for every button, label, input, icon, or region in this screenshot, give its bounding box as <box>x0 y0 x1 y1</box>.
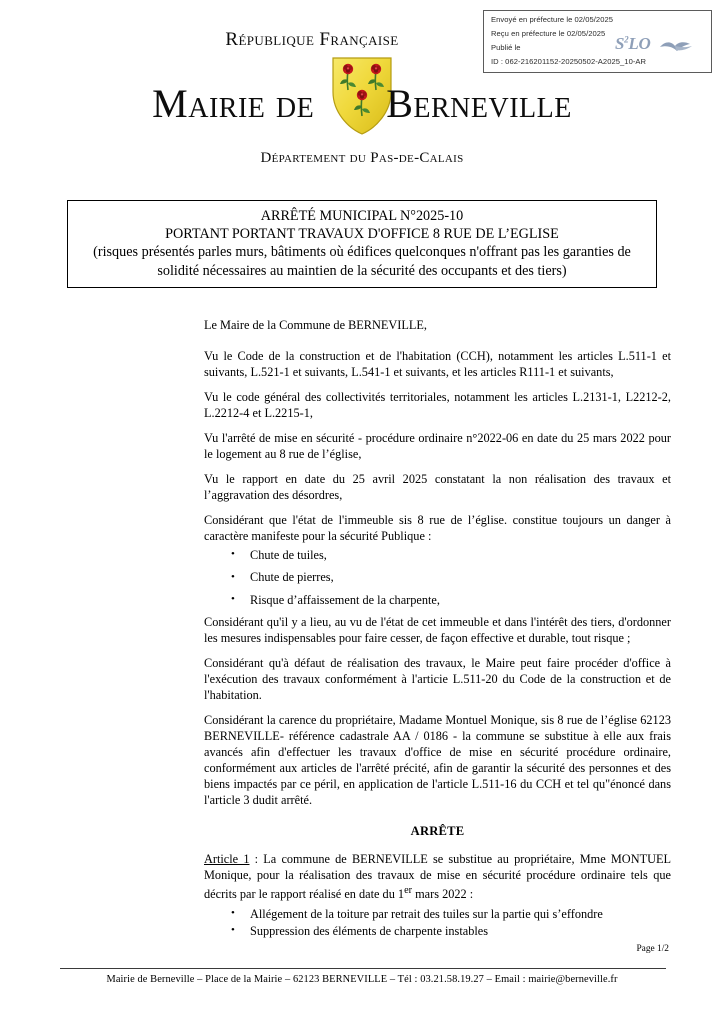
list-item: • Chute de pierres, <box>204 570 671 586</box>
s2lo-logo-s: S <box>615 34 625 53</box>
stamp-id-line: ID : 062-216201152-20250502-A2025_10-AR <box>491 56 647 66</box>
list-item: • Allégement de la toiture par retrait des tuiles sur la partie qui s’effondre <box>204 907 671 923</box>
danger-bullet-list <box>204 548 671 609</box>
page-title <box>0 81 724 126</box>
page-number: Page 1/2 <box>636 944 669 954</box>
departement-heading: Département du Pas-de-Calais <box>260 150 464 166</box>
salutation-paragraph: Le Maire de la Commune de BERNEVILLE, <box>204 318 427 332</box>
arrete-title-line-2: PORTANT PORTANT TRAVAUX D'OFFICE 8 RUE DE L’EGLISE <box>165 226 559 243</box>
list-item: • Chute de tuiles, <box>204 548 671 564</box>
stamp-sent-line: Envoyé en préfecture le 02/05/2025 <box>491 15 614 24</box>
vu-paragraph-3: Vu l'arrêté de mise en sécurité - procédure ordinaire n°2022-06 en date du 25 mars 2022 pour le logement au 8 rue de l’église, <box>204 430 671 461</box>
article-1-paragraph <box>204 852 671 903</box>
commune-name: Berneville <box>386 81 572 126</box>
arrete-title-line-3: (risques présentés parles murs, bâtiments où édifices quelconques n'offrant pas les garanties de solidité nécessaires au maintien de la sécurité des occupants et des tiers) <box>93 244 631 279</box>
considerant-paragraph-2: Considérant qu'il y a lieu, au vu de l'état de cet immeuble et dans l'intérêt des tiers, d'ordonner les mesures indispensables pour faire cesser, de façon effective et durable, tout risque ; <box>204 615 671 646</box>
vu-paragraph-2: Vu le code général des collectivités territoriales, notamment les articles L.2131-1, L2212-2, L.2212-4 et L.2215-1, <box>204 389 671 420</box>
footer-divider <box>60 968 666 969</box>
list-item: • Risque d’affaissement de la charpente, <box>204 593 671 609</box>
list-item: • Suppression des éléments de charpente instables <box>204 924 671 940</box>
footer-contact-line: Mairie de Berneville – Place de la Mairie – 62123 BERNEVILLE – Tél : 03.21.58.19.27 – Email : mairie@berneville.fr <box>106 974 618 985</box>
vu-paragraph-4: Vu le rapport en date du 25 avril 2025 constatant la non réalisation des travaux et l’aggravation des désordres, <box>204 471 671 502</box>
republic-heading: République Française <box>225 29 399 50</box>
considerant-paragraph-1: Considérant que l'état de l'immeuble sis 8 rue de l’église. constitue toujours un danger à caractère manifeste pour la sécurité Publique : <box>204 512 671 543</box>
article-1-text: : La commune de BERNEVILLE se substitue au propriétaire, Mme MONTUEL Monique, pour la réalisation des travaux de mise en sécurité procédure ordinaire tels que décrits par le rapport réalisé en date du 1 <box>204 852 671 902</box>
stamp-received-line: Reçu en préfecture le 02/05/2025 <box>491 28 606 38</box>
article-1-text-end: mars 2022 : <box>412 887 474 902</box>
considerant-paragraph-4: Considérant la carence du propriétaire, Madame Montuel Monique, sis 8 rue de l’église 62123 BERNEVILLE- référence cadastrale AA / 0186 - la commune se substitue à elle aux frais avancés afin d'effectuer les travaux d'office de mise en sécurité procédure ordinaire, conformément aux articles de l'arrêté précité, afin de garantir la sécurité des personnes et des biens impactés par ce péril, en application de l'article L.511-16 du CCH et tel qu"énoncé dans l'article 3 dudit arrêté. <box>204 713 671 808</box>
document-body <box>204 318 671 943</box>
s2lo-logo-exponent: 2 <box>624 34 629 45</box>
article-1-ordinal: er <box>404 885 413 897</box>
arrete-title-box <box>67 200 657 288</box>
arrete-section-heading: ARRÊTE <box>410 824 465 839</box>
mairie-prefix: Mairie de <box>152 81 315 126</box>
s2lo-logo-lo: LO <box>628 34 651 53</box>
work-bullet-list <box>204 907 671 940</box>
considerant-paragraph-3: Considérant qu'à défaut de réalisation des travaux, le Maire peut faire procéder d'office à l'exécution des travaux conformément à l'articie L.511-20 du Code de la construction et de l'habitation. <box>204 656 671 703</box>
arrete-title-line-1: ARRÊTÉ MUNICIPAL N°2025-10 <box>260 208 464 224</box>
vu-paragraph-1: Vu le Code de la construction et de l'habitation (CCH), notamment les articles L.511-1 et suivants, L.521-1 et suivants, L.541-1 et suivants, et les articles R111-1 et suivants, <box>204 348 671 379</box>
article-1-label: Article 1 <box>204 852 250 867</box>
stamp-published-line: Publié le <box>491 42 521 52</box>
